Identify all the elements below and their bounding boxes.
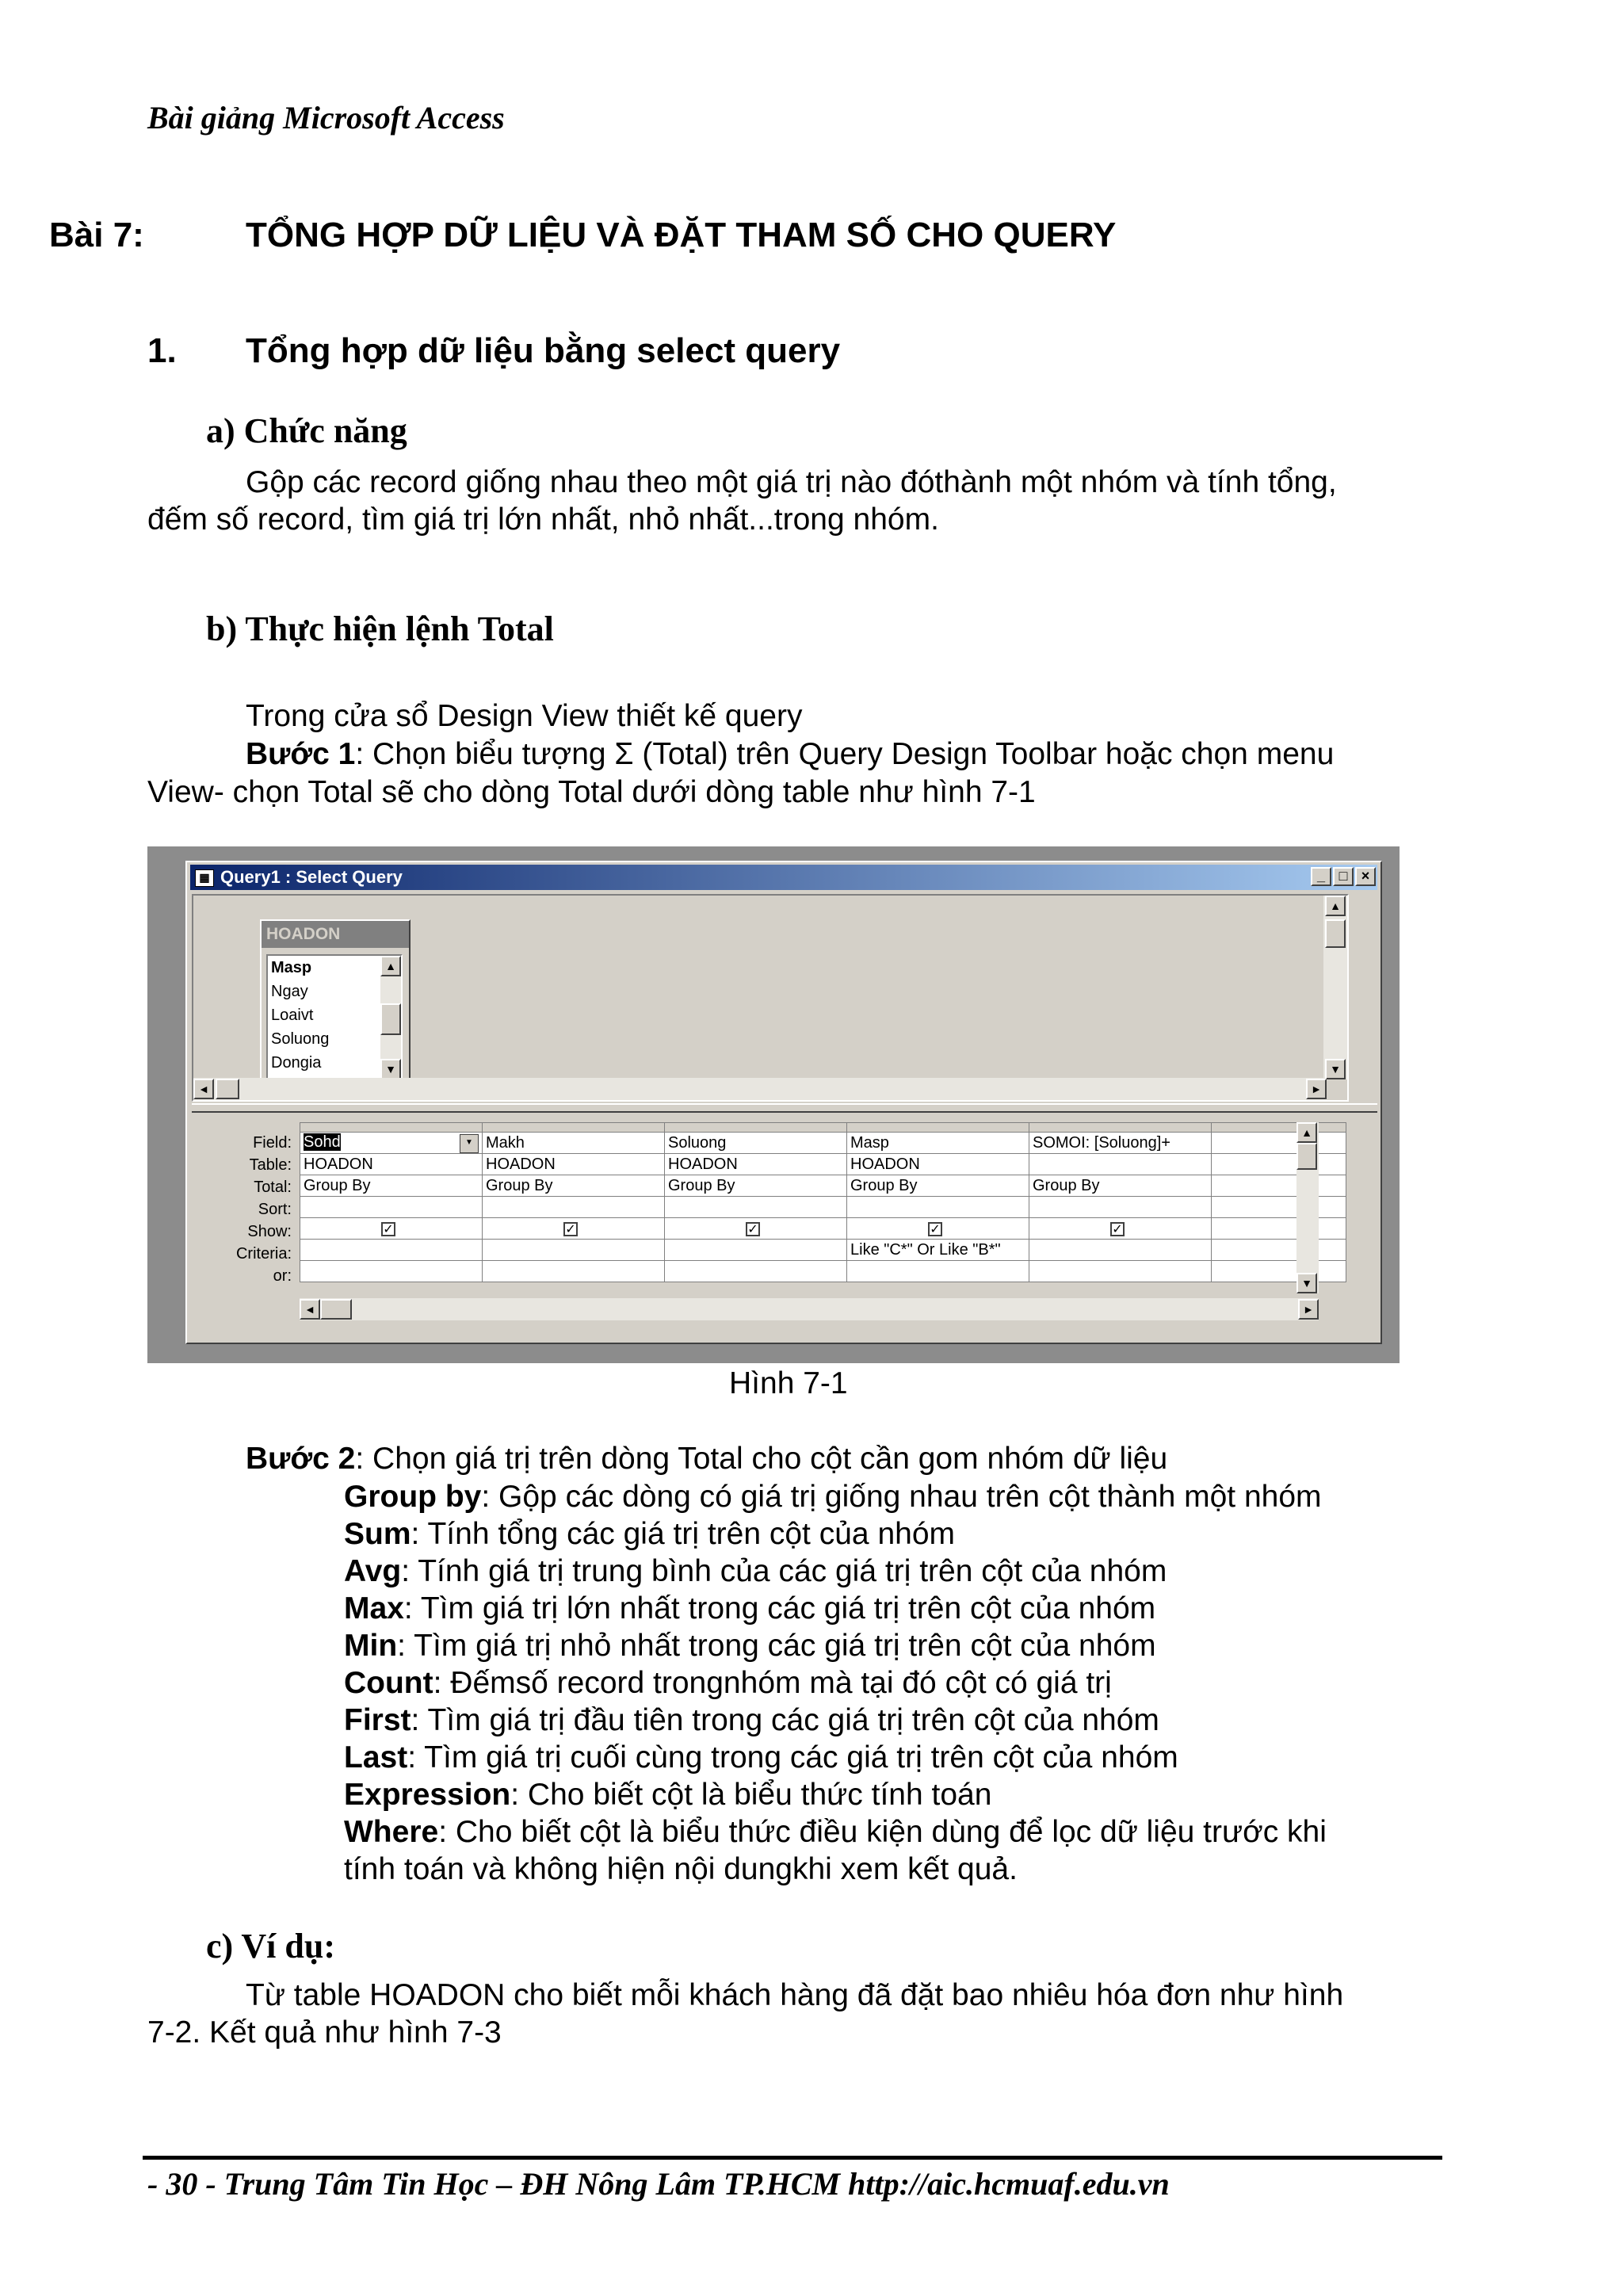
total-cell[interactable] [1212, 1175, 1346, 1197]
criteria-cell[interactable] [483, 1240, 665, 1261]
step2-line [246, 1440, 1167, 1477]
field-item[interactable]: Loaivt [271, 1007, 314, 1024]
spacer [192, 1122, 298, 1132]
criteria-cell[interactable] [1212, 1240, 1346, 1261]
column-selector[interactable] [300, 1123, 483, 1133]
sort-cell[interactable] [1029, 1197, 1212, 1218]
option-desc: : Tìm giá trị lớn nhất trong các giá trị trên cột của nhóm [403, 1591, 1156, 1626]
scroll-left-icon[interactable]: ◄ [193, 1079, 214, 1099]
page-footer: - 30 - Trung Tâm Tin Học – ĐH Nông Lâm TP.HCM http://aic.hcmuaf.edu.vn [147, 2166, 1170, 2202]
sort-cell[interactable] [847, 1197, 1029, 1218]
para-a-line1: Gộp các record giống nhau theo một giá trị nào đóthành một nhóm và tính tổng, [246, 465, 1337, 499]
field-cell[interactable]: Masp [847, 1133, 1029, 1154]
dropdown-icon[interactable]: ▼ [460, 1134, 479, 1153]
grid-row-labels [192, 1122, 298, 1287]
column-selector[interactable] [483, 1123, 665, 1133]
table-cell[interactable] [1212, 1154, 1346, 1175]
option-desc: : Cho biết cột là biểu thức tính toán [510, 1778, 992, 1812]
minimize-button[interactable]: _ [1311, 867, 1331, 886]
total-cell[interactable]: Group By [483, 1175, 665, 1197]
show-checkbox[interactable]: ✓ [1110, 1222, 1125, 1236]
scroll-thumb[interactable] [1325, 919, 1346, 948]
field-item[interactable]: Soluong [271, 1030, 330, 1048]
scroll-up-icon[interactable]: ▲ [1296, 1122, 1317, 1143]
option-item [344, 1478, 1327, 1515]
option-item [344, 1515, 1327, 1553]
field-list-title: HOADON [262, 921, 409, 948]
or-cell[interactable] [847, 1261, 1029, 1282]
query-design-window [185, 861, 1382, 1344]
row-label-criteria: Criteria: [235, 1245, 292, 1263]
para-a-line2: đếm số record, tìm giá trị lớn nhất, nhỏ nhất...trong nhóm. [147, 502, 939, 537]
sort-cell[interactable] [665, 1197, 847, 1218]
field-item[interactable]: Masp [271, 959, 312, 976]
row-label-table: Table: [249, 1156, 292, 1174]
scroll-up-icon[interactable]: ▲ [1325, 896, 1346, 916]
sort-cell[interactable] [300, 1197, 483, 1218]
query-design-grid [300, 1122, 1346, 1282]
window-titlebar [190, 865, 1377, 890]
step1-line [246, 735, 1334, 773]
section-title: Tổng hợp dữ liệu bằng select query [246, 331, 841, 370]
row-label-total: Total: [254, 1179, 292, 1196]
scroll-left-icon[interactable]: ◄ [300, 1299, 320, 1320]
field-cell[interactable]: SOMOI: [Soluong]+ [1029, 1133, 1212, 1154]
option-desc: : Tìm giá trị cuối cùng trong các giá trị trên cột của nhóm [407, 1740, 1178, 1775]
or-cell[interactable] [300, 1261, 483, 1282]
show-checkbox[interactable]: ✓ [746, 1222, 760, 1236]
pane-vertical-scrollbar[interactable] [1323, 896, 1347, 1079]
step2-text: : Chọn giá trị trên dòng Total cho cột cần gom nhóm dữ liệu [355, 1442, 1168, 1476]
option-item [344, 1553, 1327, 1590]
table-pane [192, 894, 1349, 1102]
design-grid-pane [192, 1114, 1377, 1339]
field-cell[interactable] [300, 1133, 483, 1154]
total-cell[interactable]: Group By [665, 1175, 847, 1197]
option-item [344, 1702, 1327, 1739]
option-desc: : Tìm giá trị đầu tiên trong các giá trị trên cột của nhóm [411, 1703, 1159, 1737]
para-c-line2: 7-2. Kết quả như hình 7-3 [147, 2015, 502, 2050]
option-name: Last [344, 1740, 408, 1775]
or-cell[interactable] [1212, 1261, 1346, 1282]
scroll-right-icon[interactable]: ► [1306, 1079, 1327, 1099]
subsection-c-title: c) Ví dụ: [206, 1927, 335, 1966]
running-header: Bài giảng Microsoft Access [147, 100, 505, 136]
show-cell [483, 1218, 665, 1240]
option-name: Group by [344, 1480, 482, 1514]
total-cell[interactable]: Group By [300, 1175, 483, 1197]
or-cell[interactable] [1029, 1261, 1212, 1282]
show-cell [1029, 1218, 1212, 1240]
show-checkbox[interactable]: ✓ [381, 1222, 395, 1236]
option-name: Sum [344, 1517, 411, 1551]
show-cell [300, 1218, 483, 1240]
option-desc: : Cho biết cột là biểu thức điều kiện dùng để lọc dữ liệu trước khi [438, 1815, 1327, 1849]
subsection-b-title: b) Thực hiện lệnh Total [206, 609, 554, 648]
maximize-button[interactable]: □ [1333, 867, 1354, 886]
table-cell[interactable]: HOADON [847, 1154, 1029, 1175]
table-cell[interactable]: HOADON [665, 1154, 847, 1175]
criteria-cell[interactable]: Like "C*" Or Like "B*" [847, 1240, 1029, 1261]
option-desc: : Gộp các dòng có giá trị giống nhau trên cột thành một nhóm [481, 1480, 1322, 1514]
total-cell[interactable]: Group By [1029, 1175, 1212, 1197]
show-cell [847, 1218, 1029, 1240]
pane-horizontal-scrollbar[interactable] [193, 1078, 1327, 1100]
para-c-line1: Từ table HOADON cho biết mỗi khách hàng đã đặt bao nhiêu hóa đơn như hình [246, 1978, 1344, 2012]
show-cell [1212, 1218, 1346, 1240]
column-selector[interactable] [1212, 1123, 1346, 1133]
show-checkbox[interactable]: ✓ [563, 1222, 578, 1236]
step2-label: Bước 2 [246, 1442, 356, 1476]
step1-label: Bước 1 [246, 737, 356, 771]
option-item-continuation: tính toán và không hiện nội dungkhi xem kết quả. [344, 1852, 1018, 1886]
option-item [344, 1739, 1327, 1776]
option-item [344, 1813, 1327, 1851]
scroll-thumb[interactable] [216, 1079, 239, 1099]
sort-cell[interactable] [483, 1197, 665, 1218]
scroll-down-icon[interactable]: ▼ [1325, 1059, 1346, 1079]
option-name: Count [344, 1666, 433, 1700]
scroll-thumb[interactable] [1296, 1143, 1317, 1170]
row-label-or: or: [273, 1267, 292, 1285]
option-name: Max [344, 1591, 404, 1626]
sort-cell[interactable] [1212, 1197, 1346, 1218]
step1-line2: View- chọn Total sẽ cho dòng Total dưới dòng table như hình 7-1 [147, 775, 1036, 809]
row-label-show: Show: [247, 1223, 292, 1240]
field-list-body [266, 954, 403, 1081]
field-item[interactable]: Ngay [271, 983, 308, 1000]
scroll-thumb[interactable] [380, 1003, 401, 1035]
field-list-scrollbar[interactable] [380, 956, 401, 1079]
close-button[interactable]: × [1355, 867, 1376, 886]
field-cell[interactable]: Makh [483, 1133, 665, 1154]
figure-caption: Hình 7-1 [729, 1366, 848, 1400]
option-desc: : Tính tổng các giá trị trên cột của nhóm [411, 1517, 955, 1551]
scroll-up-icon[interactable]: ▲ [380, 956, 401, 976]
option-item [344, 1776, 1327, 1813]
scroll-down-icon[interactable]: ▼ [380, 1059, 401, 1079]
scroll-thumb[interactable] [320, 1299, 352, 1320]
field-cell[interactable] [1212, 1133, 1346, 1154]
total-options-list [344, 1478, 1327, 1888]
scroll-down-icon[interactable]: ▼ [1296, 1273, 1317, 1293]
option-name: Avg [344, 1554, 402, 1588]
field-value: Sohd [304, 1133, 341, 1151]
column-selector[interactable] [847, 1123, 1029, 1133]
step1-text: : Chọn biểu tượng Σ (Total) trên Query Design Toolbar hoặc chọn menu [355, 737, 1335, 771]
row-label-sort: Sort: [258, 1201, 292, 1218]
criteria-cell[interactable] [300, 1240, 483, 1261]
total-cell[interactable]: Group By [847, 1175, 1029, 1197]
option-desc: : Tìm giá trị nhỏ nhất trong các giá trị trên cột của nhóm [397, 1629, 1156, 1663]
table-cell[interactable]: HOADON [483, 1154, 665, 1175]
lesson-title: TỔNG HỢP DỮ LIỆU VÀ ĐẶT THAM SỐ CHO QUERY [246, 216, 1117, 254]
show-cell [665, 1218, 847, 1240]
option-name: Where [344, 1815, 439, 1849]
criteria-cell[interactable] [665, 1240, 847, 1261]
row-label-field: Field: [253, 1134, 292, 1152]
section-number: 1. [147, 331, 177, 370]
footer-divider [143, 2156, 1442, 2160]
show-checkbox[interactable]: ✓ [928, 1222, 942, 1236]
field-cell[interactable]: Soluong [665, 1133, 847, 1154]
scroll-right-icon[interactable]: ► [1298, 1299, 1319, 1320]
column-selector[interactable] [665, 1123, 847, 1133]
column-selector[interactable] [1029, 1123, 1212, 1133]
or-cell[interactable] [665, 1261, 847, 1282]
field-list-hoadon[interactable] [260, 919, 411, 1087]
para-b-intro: Trong cửa sổ Design View thiết kế query [246, 699, 803, 733]
window-title: Query1 : Select Query [220, 867, 403, 887]
figure-7-1 [147, 846, 1400, 1363]
criteria-cell[interactable] [1029, 1240, 1212, 1261]
subsection-a-title: a) Chức năng [206, 411, 407, 450]
query-icon: ▦ [195, 869, 214, 887]
grid-horizontal-scrollbar[interactable] [300, 1298, 1319, 1320]
table-cell[interactable]: HOADON [300, 1154, 483, 1175]
option-name: First [344, 1703, 411, 1737]
option-name: Expression [344, 1778, 511, 1812]
option-item [344, 1590, 1327, 1627]
pane-splitter[interactable] [192, 1103, 1377, 1113]
field-item[interactable]: Dongia [271, 1054, 322, 1072]
option-item [344, 1664, 1327, 1702]
grid-vertical-scrollbar[interactable] [1296, 1122, 1319, 1293]
option-desc: : Đếmsố record trongnhóm mà tại đó cột có giá trị [433, 1666, 1112, 1700]
or-cell[interactable] [483, 1261, 665, 1282]
option-name: Min [344, 1629, 398, 1663]
option-desc: : Tính giá trị trung bình của các giá trị trên cột của nhóm [401, 1554, 1167, 1588]
lesson-number: Bài 7: [49, 216, 144, 254]
option-item [344, 1627, 1327, 1664]
table-cell[interactable] [1029, 1154, 1212, 1175]
